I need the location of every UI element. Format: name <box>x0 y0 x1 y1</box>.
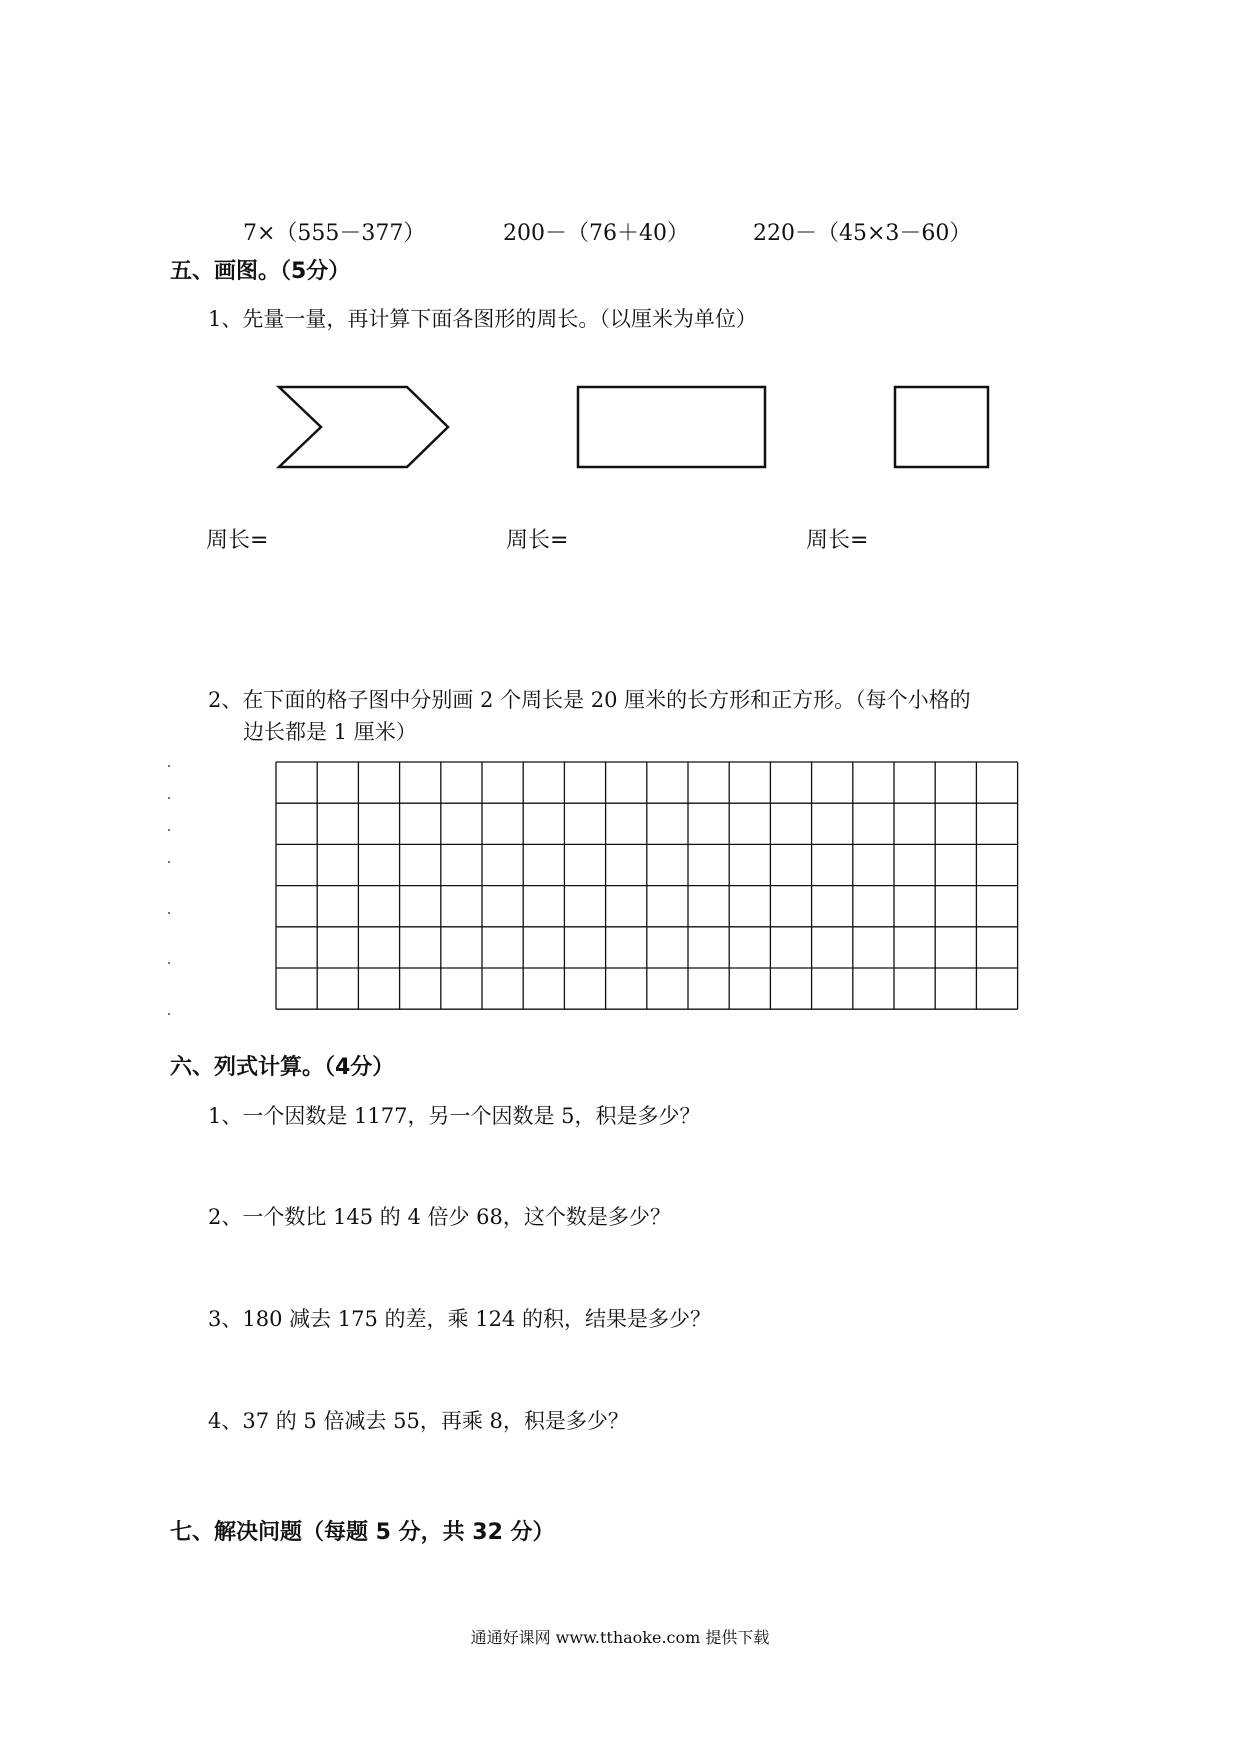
expression-3: 220－（45×3－60） <box>753 221 972 246</box>
section5-heading: 五、画图。（5分） <box>170 259 351 284</box>
section6-q1: 1、一个因数是 1177，另一个因数是 5，积是多少？ <box>208 1104 701 1128</box>
rectangle-shape <box>578 387 765 467</box>
expression-2: 200－（76＋40） <box>503 221 689 246</box>
section6-q2: 2、一个数比 145 的 4 倍少 68，这个数是多少？ <box>208 1205 671 1229</box>
section6-heading: 六、列式计算。（4分） <box>170 1055 395 1080</box>
section6-q4: 4、37 的 5 倍减去 55，再乘 8，积是多少？ <box>208 1409 629 1433</box>
section7-heading: 七、解决问题（每题 5 分，共 32 分） <box>170 1520 555 1545</box>
section5-q2-line2: 边长都是 1 厘米） <box>243 720 417 744</box>
square-shape <box>895 387 988 467</box>
section5-q2-line1: 2、在下面的格子图中分别画 2 个周长是 20 厘米的长方形和正方形。（每个小格的 <box>208 688 971 712</box>
drawing-grid <box>276 762 1018 1009</box>
section5-q1: 1、先量一量，再计算下面各图形的周长。（以厘米为单位） <box>208 307 757 331</box>
arrow-shape <box>279 387 448 467</box>
perimeter-label-3: 周长= <box>806 528 869 553</box>
perimeter-label-1: 周长= <box>206 528 269 553</box>
expression-1: 7×（555－377） <box>243 221 426 246</box>
footer-text: 通通好课网 www.tthaoke.com 提供下载 <box>470 1628 770 1647</box>
perimeter-label-2: 周长= <box>506 528 569 553</box>
section6-q3: 3、180 减去 175 的差，乘 124 的积，结果是多少？ <box>208 1307 711 1331</box>
